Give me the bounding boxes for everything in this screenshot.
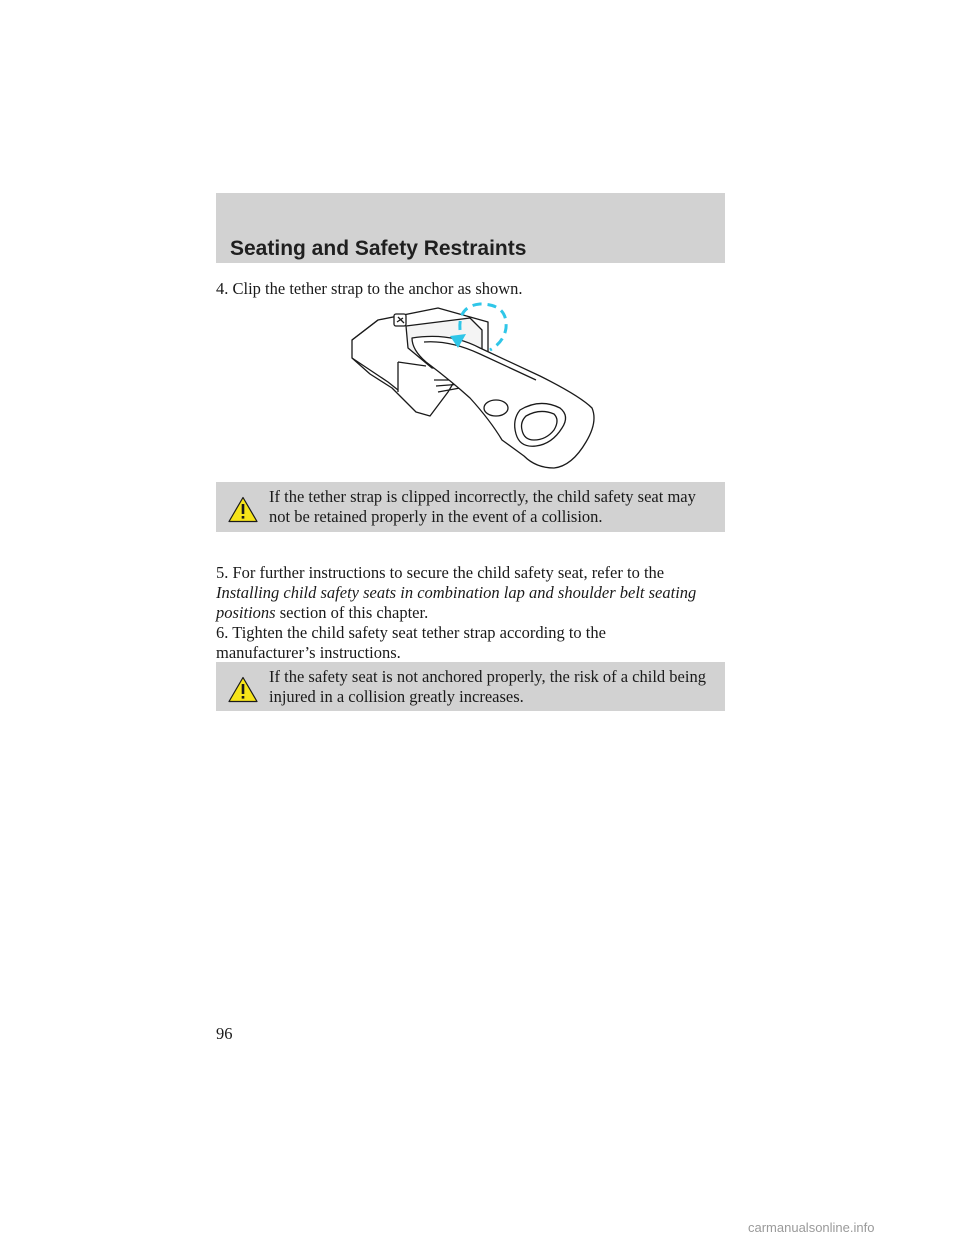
page-number: 96 xyxy=(216,1024,233,1043)
watermark-text[interactable]: carmanualsonline.info xyxy=(748,1220,875,1235)
section-title: Seating and Safety Restraints xyxy=(230,237,527,260)
tether-anchor-illustration xyxy=(340,296,610,476)
section-header xyxy=(216,193,725,263)
warning-triangle-icon xyxy=(228,496,258,523)
step-6-text: 6. Tighten the child safety seat tether strap according to the manufacturer’s instructions. xyxy=(216,623,606,662)
warning-triangle-icon xyxy=(228,676,258,703)
step-4-text: 4. Clip the tether strap to the anchor as shown. xyxy=(216,279,523,298)
step-5-suffix: section of this chapter. xyxy=(279,603,429,622)
warning-box-1 xyxy=(216,482,725,532)
step-5-section-reference: Installing child safety seats in combination lap and shoulder belt seating positions xyxy=(216,583,697,622)
step-5-prefix: 5. For further instructions to secure the child safety seat, refer to the xyxy=(216,563,665,582)
warning-box-2 xyxy=(216,662,725,711)
warning-text-2: If the safety seat is not anchored properly, the risk of a child being injured in a collision greatly increases. xyxy=(269,667,706,706)
step-5-text xyxy=(216,563,731,623)
warning-text-1: If the tether strap is clipped incorrectly, the child safety seat may not be retained properly in the event of a collision. xyxy=(269,487,696,526)
